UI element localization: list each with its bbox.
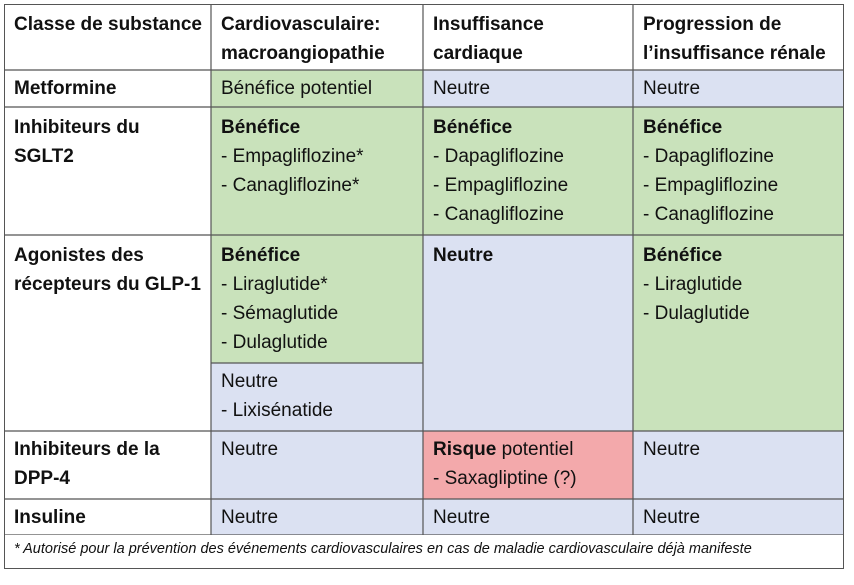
cell-dpp4-heart-failure <box>423 431 633 499</box>
header-text: Classe de substance <box>14 14 202 35</box>
header-heart-failure <box>423 4 633 70</box>
drug-item: - Empagliflozine* <box>221 146 364 167</box>
cell-title: Neutre <box>433 245 494 266</box>
drug-item: - Lixisénatide <box>221 400 333 421</box>
drug-item: - Dulaglutide <box>221 332 328 353</box>
header-text: Cardiovasculaire: <box>221 14 381 35</box>
cell-title: Bénéfice <box>221 245 301 266</box>
cell-insuline-heart-failure <box>423 499 633 535</box>
header-text: l’insuffisance rénale <box>643 43 826 64</box>
risk-qualifier: potentiel <box>496 439 574 460</box>
header-text: Insuffisance <box>433 14 544 35</box>
cell-text: Neutre <box>433 78 491 99</box>
drug-item: - Canagliflozine <box>643 204 774 225</box>
footnote-text: * Autorisé pour la prévention des événements cardiovasculaires en cas de maladie cardiovasculaire déjà manifeste <box>14 541 752 557</box>
row-label-insuline <box>4 499 211 535</box>
cell-text: Bénéfice potentiel <box>221 78 373 99</box>
risk-label: Risque <box>433 439 497 460</box>
row-label-text: Insuline <box>14 507 86 528</box>
cell-dpp4-cardiovascular <box>211 431 423 499</box>
cell-title: Bénéfice <box>643 245 723 266</box>
cell-title: Bénéfice <box>433 117 513 138</box>
cell-sglt2-cardiovascular <box>211 107 423 235</box>
cell-glp1-heart-failure <box>423 235 633 431</box>
row-label-text: Inhibiteurs de la <box>14 439 160 460</box>
cell-dpp4-renal <box>633 431 844 499</box>
cell-text: Neutre <box>643 507 701 528</box>
row-label-dpp4 <box>4 431 211 499</box>
row-label-text: récepteurs du GLP-1 <box>14 274 201 295</box>
cell-insuline-renal <box>633 499 844 535</box>
cell-metformine-heart-failure <box>423 70 633 107</box>
drug-item: - Liraglutide <box>643 274 743 295</box>
drug-item: - Sémaglutide <box>221 303 339 324</box>
row-label-text: DPP-4 <box>14 468 70 489</box>
risk-line <box>433 435 623 464</box>
cell-metformine-renal <box>633 70 844 107</box>
cell-text: Neutre <box>221 439 279 460</box>
row-label-metformine <box>4 70 211 107</box>
footnote <box>4 535 844 569</box>
row-label-text: SGLT2 <box>14 146 74 167</box>
cardiovascular-outcomes-table <box>4 4 844 569</box>
cell-text: Neutre <box>221 371 279 392</box>
cell-title: Bénéfice <box>643 117 723 138</box>
header-text: Progression de <box>643 14 782 35</box>
header-text: cardiaque <box>433 43 523 64</box>
cell-glp1-renal <box>633 235 844 431</box>
row-label-text: Agonistes des <box>14 245 144 266</box>
cell-glp1-cardiovascular-neutral <box>211 363 423 431</box>
row-label-sglt2 <box>4 107 211 235</box>
cell-text: Neutre <box>643 78 701 99</box>
cell-text: Neutre <box>643 439 701 460</box>
row-label-glp1 <box>4 235 211 431</box>
header-text: macroangiopathie <box>221 43 385 64</box>
drug-item: - Empagliflozine <box>433 175 569 196</box>
cell-sglt2-heart-failure <box>423 107 633 235</box>
drug-item: - Dapagliflozine <box>433 146 564 167</box>
drug-item: - Empagliflozine <box>643 175 779 196</box>
header-cardiovascular <box>211 4 423 70</box>
header-substance-class <box>4 4 211 70</box>
cell-sglt2-renal <box>633 107 844 235</box>
cell-metformine-cardiovascular <box>211 70 423 107</box>
header-renal-progression <box>633 4 844 70</box>
row-label-text: Metformine <box>14 78 117 99</box>
row-label-text: Inhibiteurs du <box>14 117 140 138</box>
cell-text: Neutre <box>433 507 491 528</box>
drug-item: - Dulaglutide <box>643 303 750 324</box>
drug-item: - Saxagliptine (?) <box>433 468 577 489</box>
drug-item: - Canagliflozine* <box>221 175 360 196</box>
cell-glp1-cardiovascular-benefit <box>211 235 423 363</box>
drug-item: - Canagliflozine <box>433 204 564 225</box>
drug-item: - Dapagliflozine <box>643 146 774 167</box>
cell-title: Bénéfice <box>221 117 301 138</box>
drug-item: - Liraglutide* <box>221 274 328 295</box>
cell-text: Neutre <box>221 507 279 528</box>
cell-insuline-cardiovascular <box>211 499 423 535</box>
